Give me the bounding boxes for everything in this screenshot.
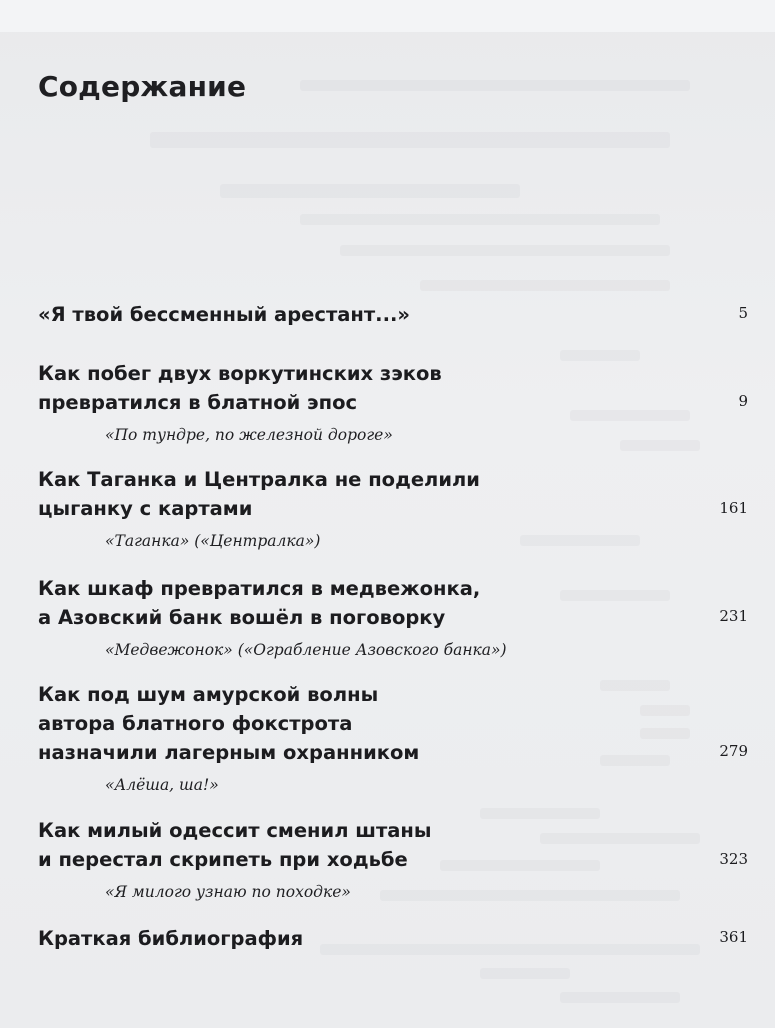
toc-entry xyxy=(38,680,750,794)
toc-entry-title: Как милый одессит сменил штаны и перестал скрипеть при ходьбе xyxy=(38,819,432,871)
toc-entry xyxy=(38,924,750,953)
toc-entry-title: Как шкаф превратился в медвежонка, а Азовский банк вошёл в поговорку xyxy=(38,577,481,629)
toc-page-number: 231 xyxy=(719,607,748,625)
toc-entry-title: Как побег двух воркутинских зэков превратился в блатной эпос xyxy=(38,362,442,414)
page-title: Содержание xyxy=(38,70,247,103)
toc-song-title: «Таганка» («Централка») xyxy=(105,532,321,550)
toc-song-title: «Алёша, ша!» xyxy=(105,776,219,794)
toc-page-number: 323 xyxy=(719,850,748,868)
toc-entry xyxy=(38,465,750,550)
toc-page-number: 5 xyxy=(738,304,748,322)
toc-page-number: 9 xyxy=(738,392,748,410)
toc-entry xyxy=(38,359,750,444)
toc-entry xyxy=(38,300,750,329)
toc-page-number: 361 xyxy=(719,928,748,946)
toc-song-title: «Медвежонок» («Ограбление Азовского банка») xyxy=(105,641,507,659)
toc-song-title: «Я милого узнаю по походке» xyxy=(105,883,351,901)
toc-entry-title: «Я твой бессменный арестант...» xyxy=(38,303,411,326)
page-top-edge xyxy=(0,0,775,32)
toc-entry-title: Как под шум амурской волны автора блатного фокстрота назначили лагерным охранником xyxy=(38,683,420,764)
toc-entry xyxy=(38,574,750,659)
toc-entry-title: Как Таганка и Централка не поделили цыганку с картами xyxy=(38,468,480,520)
toc-entry xyxy=(38,816,750,901)
toc-entry-title: Краткая библиография xyxy=(38,927,304,950)
toc-page-number: 161 xyxy=(719,499,748,517)
toc-page-number: 279 xyxy=(719,742,748,760)
toc-song-title: «По тундре, по железной дороге» xyxy=(105,426,393,444)
